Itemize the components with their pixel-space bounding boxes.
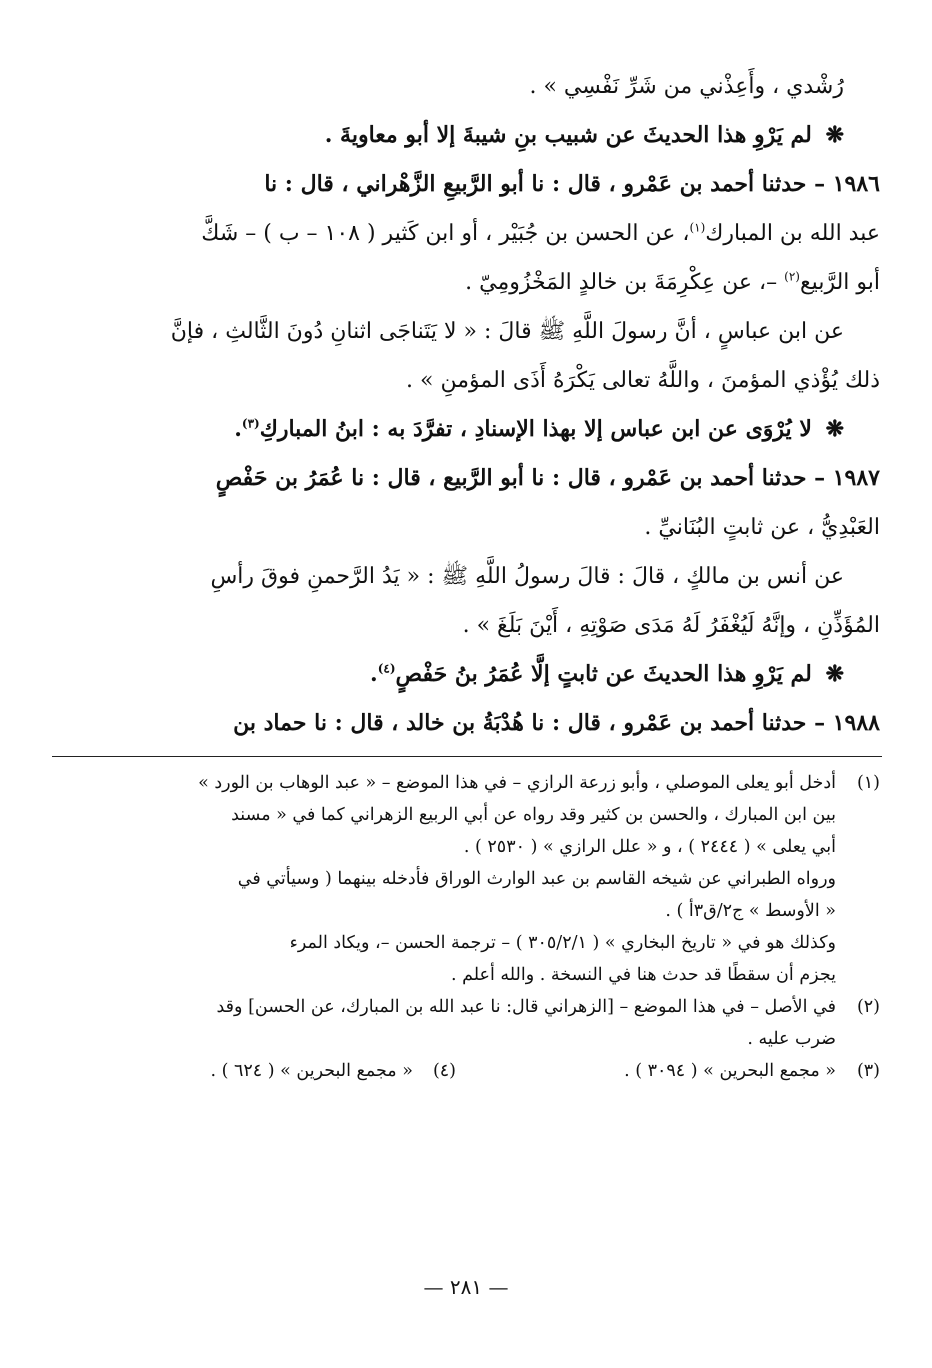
line-text: –، عن عِكْرِمَةَ بن خالدٍ المَخْزُومِيّ . xyxy=(465,270,785,295)
remark-line-1 xyxy=(52,111,880,160)
remark-text: لم يَرْوِ هذا الحديثَ عن ثابتٍ إلَّا عُمَرُ بنُ حَفْصٍ xyxy=(395,661,812,687)
hadith-1987-line-2 xyxy=(52,503,880,552)
matn-1987-line-1 xyxy=(52,552,880,601)
footnote-line: يجزم أن سقطًا قد حدث هنا في النسخة . والله أعلم . xyxy=(450,965,836,985)
hadith-1986-line-1 xyxy=(52,160,880,209)
footnote-4-text: « مجمع البحرين » ( ٦٢٤ ) . xyxy=(210,1061,413,1081)
hadith-text: ١٩٨٦ – حدثنا أحمد بن عَمْرو ، قال : نا أبو الرَّبيعِ الزَّهْراني ، قال : نا xyxy=(264,171,880,197)
star-icon: ❋ xyxy=(825,122,844,148)
footnote-line: ضرب عليه . xyxy=(747,1029,836,1049)
remark-line-3 xyxy=(52,650,880,699)
hadith-1986-line-2 xyxy=(52,209,880,258)
footnote-line: ورواه الطبراني عن شيخه القاسم بن عبد الوارث الوراق فأدخله بينهما ( وسيأتي في xyxy=(237,869,836,889)
text-line-1 xyxy=(52,62,880,111)
footnotes-3-4 xyxy=(52,1055,880,1087)
star-icon: ❋ xyxy=(825,661,844,687)
footnote-number: (٣) xyxy=(856,1061,880,1081)
hadith-1986-line-3 xyxy=(52,258,880,307)
line-text: المُؤَذِّنِ ، وإنَّهُ لَيُغْفَرُ لَهُ مَدَى صَوْتِهِ ، أَيْنَ بَلَغَ » . xyxy=(462,613,880,638)
remark-text: لا يُرْوَى عن ابن عباس إلا بهذا الإسنادِ ، تفرَّدَ به : ابنُ المباركِ xyxy=(259,416,812,442)
footnote-ref-2: (٢) xyxy=(784,269,800,284)
footnote-line: أبي يعلى » ( ٢٤٤٤ ) ، و « علل الرازي » ( ٢٥٣٠ ) . xyxy=(463,837,836,857)
footnote-ref-3: (٣) xyxy=(241,416,260,431)
footnote-line: في الأصل – في هذا الموضع – [الزهراني قال: نا عبد الله بن المبارك، عن الحسن] وقد xyxy=(216,997,836,1017)
hadith-text: ١٩٨٧ – حدثنا أحمد بن عَمْرو ، قال : نا أبو الرَّبيع ، قال : نا عُمَرُ بن حَفْصٍ xyxy=(215,465,880,491)
footnote-line: وكذلك هو في « تاريخ البخاري » ( ٣٠٥/٢/١ ) – ترجمة الحسن –، ويكاد المرء xyxy=(289,933,836,953)
footnote-line: « الأوسط » ج٢/ق٣أ ) . xyxy=(665,901,836,921)
footnote-1 xyxy=(52,767,880,863)
matn-1986-line-1 xyxy=(52,307,880,356)
hadith-1988-line-1 xyxy=(52,699,880,748)
main-text xyxy=(52,62,880,748)
remark-line-2 xyxy=(52,405,880,454)
footnote-2 xyxy=(52,991,880,1055)
page-number: — ٢٨١ — xyxy=(423,1275,509,1299)
line-text: ، عن الحسن بن جُبَيْر ، أو ابن كَثير ( ١٠٨ – ب ) – شَكَّ xyxy=(201,221,690,246)
footnote-ref-1: (١) xyxy=(689,220,706,235)
line-text: رُشْدي ، وأَعِذْني من شَرِّ نَفْسِي » . xyxy=(529,74,844,99)
line-text: عن ابن عباسٍ ، أنَّ رسولَ اللَّهِ ﷺ قالَ : « لا يَتَناجَى اثنانِ دُونَ الثَّالثِ ، فإنَّ xyxy=(170,319,844,344)
footnote-number: (٢) xyxy=(856,997,880,1017)
footnote-line: أدخل أبو يعلى الموصلي ، وأبو زرعة الرازي – في هذا الموضع – « عبد الوهاب بن الورد » xyxy=(198,773,836,793)
star-icon: ❋ xyxy=(825,416,844,442)
remark-text: لم يَرْوِ هذا الحديثَ عن شبيب بنِ شيبةَ إلا أبو معاويةَ . xyxy=(324,122,812,148)
hadith-text: ١٩٨٨ – حدثنا أحمد بن عَمْرو ، قال : نا هُدْبَةُ بن خالد ، قال : نا حماد بن xyxy=(233,710,880,736)
footnote-body xyxy=(52,991,836,1055)
end-dot: . xyxy=(234,416,242,442)
line-text: عن أنس بن مالكٍ ، قالَ : قالَ رسولُ اللَّهِ ﷺ : « يَدُ الرَّحمنِ فوقَ رأسِ xyxy=(210,564,844,589)
line-text: عبد الله بن المبارك xyxy=(705,221,880,246)
footnote-3-text: « مجمع البحرين » ( ٣٠٩٤ ) . xyxy=(624,1061,836,1081)
footnote-ref-4: (٤) xyxy=(377,661,396,676)
footnote-number: (٤) xyxy=(432,1061,456,1081)
footnote-separator xyxy=(52,756,882,757)
footnotes xyxy=(52,767,880,1087)
hadith-1987-line-1 xyxy=(52,454,880,503)
footnote-line: بين ابن المبارك ، والحسن بن كثير وقد رواه عن أبي الربيع الزهراني كما في « مسند xyxy=(231,805,836,825)
footnote-body xyxy=(52,767,836,863)
matn-1987-line-2 xyxy=(52,601,880,650)
line-text: أبو الرَّبيع xyxy=(799,270,880,295)
line-text: ذلك يُؤْذي المؤمنَ ، واللَّهُ تعالى يَكْرَهُ أَذَى المؤمنِ » . xyxy=(406,368,880,393)
line-text: العَبْدِيُّ ، عن ثابتٍ البُنَانيِّ . xyxy=(644,515,880,540)
footnote-number: (١) xyxy=(856,773,880,793)
end-dot: . xyxy=(370,661,378,687)
matn-1986-line-2 xyxy=(52,356,880,405)
